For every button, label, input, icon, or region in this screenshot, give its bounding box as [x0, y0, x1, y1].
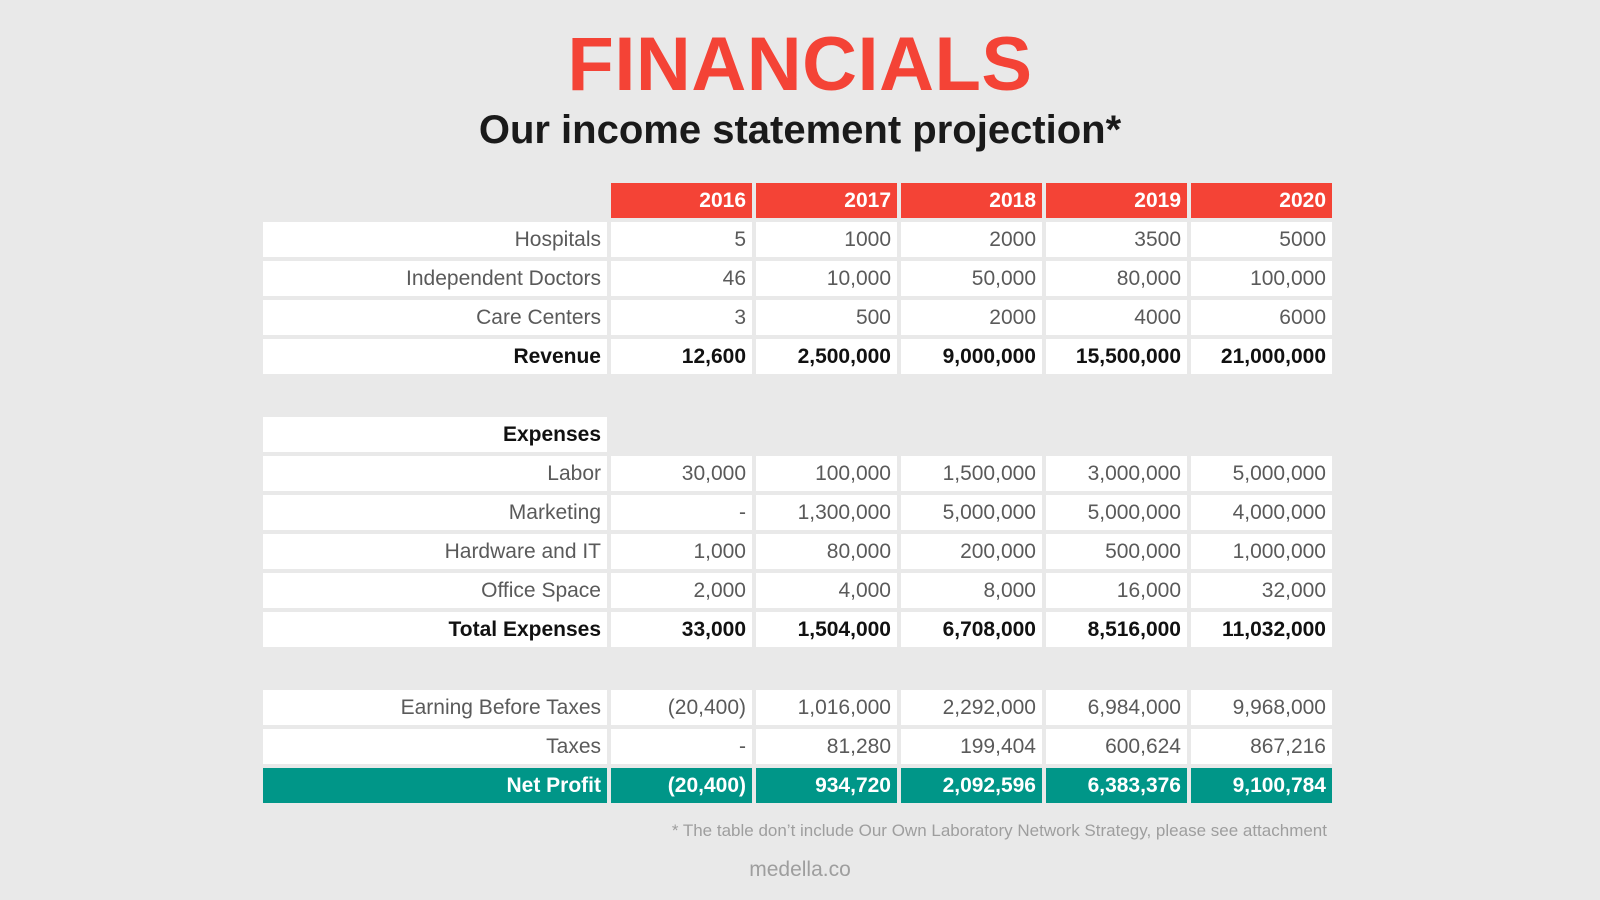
- row-label: Care Centers: [263, 300, 607, 335]
- cell-value: 4000: [1046, 300, 1187, 335]
- cell-value: 1,300,000: [756, 495, 897, 530]
- cell-value: 46: [611, 261, 752, 296]
- table-row-total-expenses: [263, 612, 1332, 647]
- cell-value: 2,292,000: [901, 690, 1042, 725]
- row-label: Revenue: [263, 339, 607, 374]
- cell-value: 80,000: [1046, 261, 1187, 296]
- cell-value: (20,400): [611, 690, 752, 725]
- cell-value: 100,000: [1191, 261, 1332, 296]
- table-row-hospitals: [263, 222, 1332, 257]
- table-row-care-centers: [263, 300, 1332, 335]
- cell-value: 934,720: [756, 768, 897, 803]
- row-label: Total Expenses: [263, 612, 607, 647]
- cell-value: 5000: [1191, 222, 1332, 257]
- cell-value: 1,016,000: [756, 690, 897, 725]
- row-label: Taxes: [263, 729, 607, 764]
- cell-value: -: [611, 495, 752, 530]
- page-subtitle: Our income statement projection*: [478, 108, 1122, 152]
- cell-value: 1,000,000: [1191, 534, 1332, 569]
- row-spacer: [263, 651, 1332, 686]
- table-row-marketing: [263, 495, 1332, 530]
- table-row-hardware-it: [263, 534, 1332, 569]
- table-row-office-space: [263, 573, 1332, 608]
- cell-value: 1,500,000: [901, 456, 1042, 491]
- cell-value: 6,984,000: [1046, 690, 1187, 725]
- cell-value: 33,000: [611, 612, 752, 647]
- cell-value: 500,000: [1046, 534, 1187, 569]
- cell-value: 199,404: [901, 729, 1042, 764]
- row-label: Office Space: [263, 573, 607, 608]
- cell-value: 21,000,000: [1191, 339, 1332, 374]
- cell-value: 3: [611, 300, 752, 335]
- year-header: 2019: [1046, 183, 1187, 218]
- cell-value: 9,100,784: [1191, 768, 1332, 803]
- cell-value: 2000: [901, 300, 1042, 335]
- page-title: FINANCIALS: [567, 22, 1033, 107]
- site-url: medella.co: [749, 858, 851, 881]
- section-heading: Expenses: [263, 417, 607, 452]
- cell-value: 10,000: [756, 261, 897, 296]
- cell-value: -: [611, 729, 752, 764]
- row-label: Earning Before Taxes: [263, 690, 607, 725]
- cell-value: (20,400): [611, 768, 752, 803]
- table-row-revenue-total: [263, 339, 1332, 374]
- year-header: 2017: [756, 183, 897, 218]
- cell-value: 1,000: [611, 534, 752, 569]
- cell-value: 1,504,000: [756, 612, 897, 647]
- row-label: Net Profit: [263, 768, 607, 803]
- cell-value: 9,968,000: [1191, 690, 1332, 725]
- cell-value: 500: [756, 300, 897, 335]
- cell-value: 2,000: [611, 573, 752, 608]
- year-header: 2016: [611, 183, 752, 218]
- year-header-row: [263, 183, 1332, 218]
- cell-value: 8,000: [901, 573, 1042, 608]
- cell-value: 8,516,000: [1046, 612, 1187, 647]
- row-label: Hospitals: [263, 222, 607, 257]
- row-label: Hardware and IT: [263, 534, 607, 569]
- cell-value: 2,500,000: [756, 339, 897, 374]
- cell-value: 50,000: [901, 261, 1042, 296]
- row-label: Independent Doctors: [263, 261, 607, 296]
- row-label: Labor: [263, 456, 607, 491]
- table-row-independent-doctors: [263, 261, 1332, 296]
- year-header: 2020: [1191, 183, 1332, 218]
- cell-value: 6,383,376: [1046, 768, 1187, 803]
- header-corner: [263, 183, 607, 218]
- cell-value: 81,280: [756, 729, 897, 764]
- table-row-earning-before-taxes: [263, 690, 1332, 725]
- cell-value: 2000: [901, 222, 1042, 257]
- cell-value: 5: [611, 222, 752, 257]
- cell-value: 100,000: [756, 456, 897, 491]
- cell-value: 30,000: [611, 456, 752, 491]
- footnote: * The table don’t include Our Own Laboratory Network Strategy, please see attachment: [671, 821, 1327, 840]
- cell-value: 600,624: [1046, 729, 1187, 764]
- cell-value: 6000: [1191, 300, 1332, 335]
- table-row-taxes: [263, 729, 1332, 764]
- cell-value: 80,000: [756, 534, 897, 569]
- cell-value: 867,216: [1191, 729, 1332, 764]
- cell-value: 9,000,000: [901, 339, 1042, 374]
- table-row-net-profit: [263, 768, 1332, 803]
- row-label: Marketing: [263, 495, 607, 530]
- cell-value: 4,000,000: [1191, 495, 1332, 530]
- cell-value: 6,708,000: [901, 612, 1042, 647]
- cell-value: 5,000,000: [1046, 495, 1187, 530]
- cell-value: 32,000: [1191, 573, 1332, 608]
- cell-value: 5,000,000: [1191, 456, 1332, 491]
- income-statement-table: [259, 179, 1336, 807]
- cell-value: 12,600: [611, 339, 752, 374]
- cell-value: 16,000: [1046, 573, 1187, 608]
- table-row-expenses-heading: [263, 417, 1332, 452]
- cell-value: 200,000: [901, 534, 1042, 569]
- cell-value: 15,500,000: [1046, 339, 1187, 374]
- cell-value: 2,092,596: [901, 768, 1042, 803]
- cell-value: 3500: [1046, 222, 1187, 257]
- cell-value: 3,000,000: [1046, 456, 1187, 491]
- cell-value: 1000: [756, 222, 897, 257]
- row-spacer: [263, 378, 1332, 413]
- cell-value: 5,000,000: [901, 495, 1042, 530]
- cell-value: 11,032,000: [1191, 612, 1332, 647]
- cell-value: 4,000: [756, 573, 897, 608]
- table-row-labor: [263, 456, 1332, 491]
- year-header: 2018: [901, 183, 1042, 218]
